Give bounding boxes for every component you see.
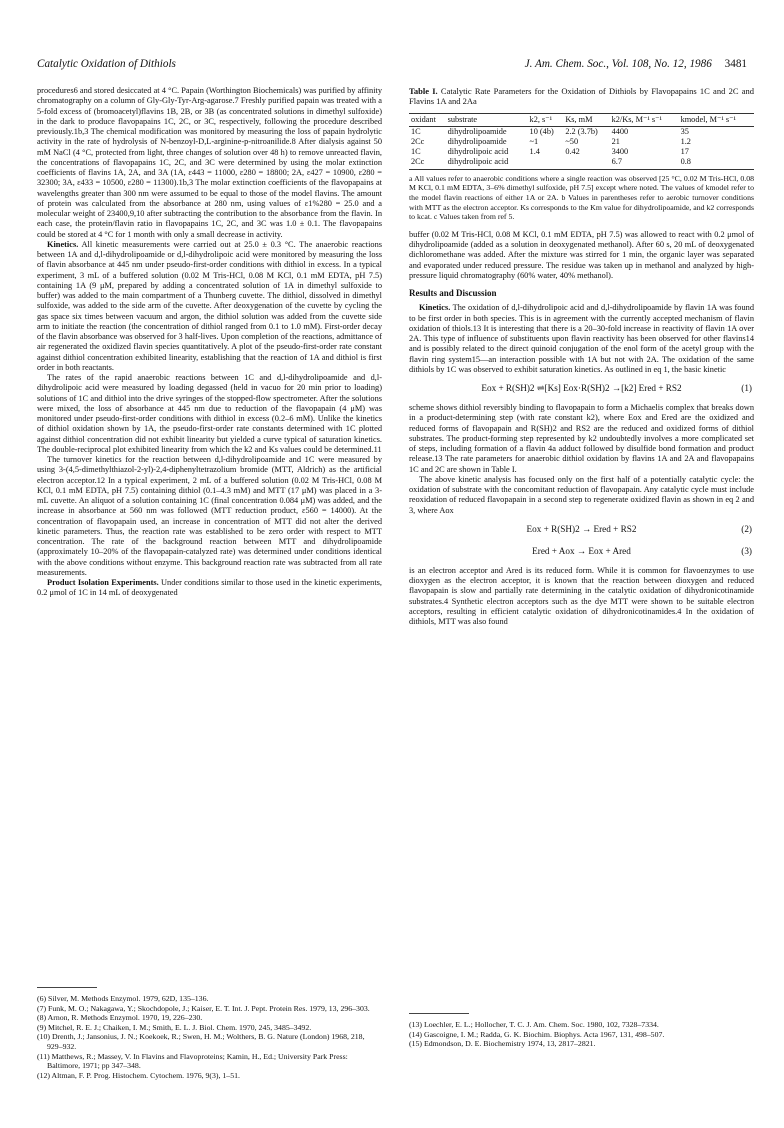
left-column [37, 86, 382, 599]
catalytic-cycle-paragraph: The above kinetic analysis has focused only on the first half of a potentially catalytic cycle: the oxidation of substrate with the concomitant reduction of flavopapain. Any catalytic cycle must include reoxidation of reduced flavopapain in a second step to regenerate oxidized flavin as shown in eq 2 and 3, where Aox [409, 474, 754, 515]
table-cell: 6.7 [610, 157, 679, 170]
footnote-rule [37, 987, 97, 988]
kinetics-text: All kinetic measurements were carried out at 25.0 ± 0.3 °C. The anaerobic reactions between 1A and d,l-dihydrolipoamide or d,l-dihydrolipoic acid were monitored by measuring the loss of flavin absorbance at 445 nm under pseudo-first-order conditions with dithiol in excess. In a typical experiment, 3 mL of a buffered solution (0.02 M Tris-HCl, 0.08 M KCl, 0.1 mM EDTA, pH 7.5) containing 1A (9 μM, prepared by adding a concentrated solution of 1A in dimethyl sulfoxide to buffer) was added to the main compartment of a Thunberg cuvette. The dithiol, dissolved in dimethyl sulfoxide, was added to the side arm of the cuvette. After deoxygenation of the cuvette by cycling the gas space six times between vacuum and argon, the dithiol solution was added from the cuvette side arm to initiate the reaction (the concentration of dithiol ranged from 0.1 to 1.0 mM). First-order decay of the flavin absorbance was observed for 3 half-lives. Upon completion of the reactions, admittance of air regenerated the oxidized flavin species quantitatively. A plot of the pseudo-first-order rate constant against dithiol concentration exhibited linearity, establishing that the reaction of 1A and dithiol is first order in both reactants. [37, 239, 382, 372]
table-header-cell: kmodel, M⁻¹ s⁻¹ [679, 113, 754, 126]
results-kinetics-text: The oxidation of d,l-dihydrolipoic acid and d,l-dihydrolipoamide by flavin 1A was found to be first order in both species. This is in agreement with the currently accepted mechanism of flavin oxidation of thiols.13 It is interesting that there is a 20–30-fold increase in reactivity of flavin 1A over 2A. This type of influence of substituents upon flavin reactivity has been observed for other flavins14 and is possibly related to the direct quinoid conjugation of the enol form of the acetyl group with the flavin ring system15—an interaction possible with 1A but not with 2A. The oxidation of the same dithiols by 1C was observed to exhibit saturation kinetics. As outlined in eq 1, the basic kinetic [409, 303, 754, 374]
table-header-cell: k2, s⁻¹ [528, 113, 564, 126]
journal-citation [525, 58, 747, 70]
table-row [409, 126, 754, 137]
page-number: 3481 [724, 58, 747, 70]
turnover-paragraph: The turnover kinetics for the reaction between d,l-dihydrolipoamide and 1C were measured by using 3-(4,5-dimethylthiazol-2-yl)-2,4-diphenyltetrazolium bromide (MTT, Aldrich) as the artificial electron acceptor.12 In a typical experiment, 2 mL of a buffered solution (0.02 M Tris-HCl, 0.08 M KCl, 0.1 mM EDTA, pH 7.5) containing dithiol (0.1–4.3 mM) and MTT (17 μM) was placed in a 3-mL cuvette. An aliquot of a solution containing 1C (final concentration 0.084 μM) was added, and the increase in absorbance at 560 nm was followed (MTT reduction product, ε560 = 14000). At the concentration of flavopapain used, an increase in concentration of MTT did not alter the derived kinetic parameters. Thus, the reaction rate was established to be zero order with respect to MTT concentration. The rate of the background reaction between MTT and dihydrolipoamide (approximately 10–20% of the flavopapain-catalyzed rate) was determined under conditions identical with the above conditions without enzyme. This background reaction rate was subtracted from all rate measurements. [37, 455, 382, 577]
table-header-cell: k2/Ks, M⁻¹ s⁻¹ [610, 113, 679, 126]
product-isolation-paragraph [37, 578, 382, 599]
equation-2 [409, 522, 754, 538]
stopped-flow-paragraph: The rates of the rapid anaerobic reactions between 1C and d,l-dihydrolipoamide and d,l-dihydrolipoic acid were measured by loading degassed (held in vacuo for 20 min prior to loading) solutions of 1C and dithiol into the drive syringes of the stopped-flow spectrometer. After the solutions were mixed, the loss of absorbance at 445 nm due to reduction of the flavopapain (4 μM) was monitored under pseudo-first-order conditions with dithiol in excess (0.2–6 mM). Unlike the kinetics of dithiol oxidation shown by 1A, the pseudo-first-order rate constants determined with 1C plotted against dithiol concentration did not exhibit linearity but yielded a curve typical of saturation kinetics. The double-reciprocal plot exhibited linearity from which the k2 and Ks values could be determined.11 [37, 373, 382, 454]
table-header-cell: oxidant [409, 113, 446, 126]
table-cell: 0.8 [679, 157, 754, 170]
product-isolation-continued: buffer (0.02 M Tris-HCl, 0.08 M KCl, 0.1 mM EDTA, pH 7.5) was allowed to react with 0.2 μmol of dihydrolipoamide (added as a solution in deoxygenated methanol). After 60 s, 20 mL of deoxygenated dichloromethane was added. After the mixture was stirred for 1 min, the organic layer was separated and evaporated under reduced pressure. The residue was taken up in methanol and analyzed by high-pressure liquid chromatography (60% water, 40% methanol). [409, 229, 754, 280]
product-isolation-heading: Product Isolation Experiments. [47, 578, 159, 587]
reference-item: (11) Matthews, R.; Massey, V. In Flavins and Flavoproteins; Kamin, H., Ed.; University Park Press: Baltimore, 1971; pp 347–348. [37, 1051, 348, 1071]
reference-item: (10) Drenth, J.; Jansonius, J. N.; Koekoek, R.; Swen, H. M.; Wolthers, B. G. Nature (London) 1968, 218, 929–932. [37, 1032, 365, 1051]
equation-3-body: Ered + Aox → Eox + Ared [532, 545, 631, 556]
electron-acceptor-paragraph: is an electron acceptor and Ared is its reduced form. While it is common for flavoenzymes to use dioxygen as the electron acceptor, it is known that the reaction between dioxygen and reduced flavopapain is slow and partially rate determining in the catalytic oxidation of dihydronicotinamide substrates.4 Synthetic electron acceptors such as the dye MTT were shown to be suitable electron acceptors, resulting in efficient catalytic oxidation of dihydronicotinamides.4 In the oxidation of dithiols, MTT was also found [409, 565, 754, 627]
table-title: Catalytic Rate Parameters for the Oxidation of Dithiols by Flavopapains 1C and 2C and Flavins 1A and 2Aa [409, 86, 754, 107]
table-label: Table I. [409, 86, 438, 96]
table-cell: 35 [680, 126, 689, 136]
references-right [409, 1013, 754, 1049]
references-left [37, 987, 382, 1080]
kinetics-paragraph [37, 240, 382, 373]
table-cell: ~50 [565, 136, 579, 146]
table-cell: 1.4 [529, 146, 540, 156]
table-cell: 2Cc [409, 157, 446, 170]
table-cell: 1C [411, 146, 421, 156]
running-header [37, 58, 747, 76]
table-row [409, 157, 754, 170]
table-cell: 21 [611, 136, 620, 146]
reference-item: (9) Mitchel, R. E. J.; Chaiken, I. M.; Smith, E. L. J. Biol. Chem. 1970, 245, 3485–3492. [37, 1022, 312, 1032]
table-row [409, 137, 754, 147]
section-heading: Results and Discussion [409, 288, 497, 299]
table-cell: ~1 [529, 136, 539, 146]
table-caption [409, 86, 754, 107]
right-column [409, 86, 754, 627]
results-kinetics-paragraph [409, 303, 754, 375]
table-cell [563, 157, 609, 170]
table-row [409, 147, 754, 157]
journal-name: J. Am. Chem. Soc., Vol. 108, No. 12, 1986 [524, 58, 712, 70]
equation-3-number: (3) [741, 545, 752, 556]
equation-1-number: (1) [741, 383, 752, 394]
methods-paragraph-flavopapain: procedures6 and stored desiccated at 4 °C. Papain (Worthington Biochemicals) was purified by affinity chromatography on a column of Gly-Gly-Tyr-Arg-agarose.7 Freshly purified papain was treated with a 5-fold excess of (bromoacetyl)flavins 1B, 2B, or 3B (as concentrated solutions in dimethyl sulfoxide) in the dark to produce flavopapains 1C, 2C, or 3C, respectively, following the procedure described previously.1b,3 The chemical modification was monitored by measuring the loss of papain hydrolytic activity in the rate of hydrolysis of N-benzoyl-D,L-arginine-p-nitroanilide.8 After dialysis against 50 mM NaCl (4 °C, protected from light, three changes of solution over 48 h) to remove unreacted flavin, the concentrations of flavopapains 1C, 2C, and 3C were determined by using the molar extinction coefficients of flavins 1A, 2A, and 3A (1A, ε443 = 11000, ε280 = 18800; 2A, ε427 = 10900, ε280 = 32300; 3A, ε433 = 10500, ε280 = 11300).1b,3 The molar extinction coefficients of the flavopapains at wavelengths greater than 300 nm were assumed to be equal to those of the model flavins. The amount of protein was calculated from the absorbance at 280 nm, using values of ε1%280 = 25.0 and a molecular weight of 23400,9,10 after subtracting the contribution to the absorbance from the flavin. In each case, the protein/flavin ratio in flavopapains 1C, 2C, and 3C was 1.0 ± 0.1. The flavopapains could be stored at 4 °C for 1 month with only a small decrease in activity. [37, 86, 382, 239]
table-cell: dihydrolipoic acid [447, 146, 509, 156]
equation-1 [409, 381, 754, 397]
kinetics-heading: Kinetics. [47, 239, 79, 249]
scheme-paragraph: scheme shows dithiol reversibly binding to flavopapain to form a Michaelis complex that breaks down in a product-determining step (with rate constant k2), where Eox and Ered are the oxidized and reduced forms of flavopapain and R(SH)2 and RS2 are the reduced and oxidized forms of dithiol substrates. The product-forming step represented by k2 undoubtedly involves a more complicated set of steps, including formation of a flavin 4a adduct followed by disulfide bond formation and product release.13 The rate parameters for anaerobic dithiol oxidation by flavins 1A and 2A and flavopapains 1C and 2C are shown in Table I. [409, 403, 754, 474]
reference-item: (6) Silver, M. Methods Enzymol. 1979, 62D, 135–136. [37, 994, 209, 1003]
kinetics-table [409, 113, 754, 170]
table-footnote: a All values refer to anaerobic conditions where a single reaction was observed [25 °C, 0.02 M Tris-HCl, 0.08 M KCl, 0.1 mM EDTA, 3–6% dimethyl sulfoxide, pH 7.5] except where noted. The values of kmodel refer to the model flavin reactions of either 1A or 2A. b Values in parentheses refer to aerobic turnover conditions with MTT as the electron acceptor. Ks corresponds to the Km value for dihydrolipoamide, and k2 corresponds to kcat. c Values taken from ref 5. [409, 173, 754, 222]
table-cell: 3400 [611, 146, 629, 156]
table-header-row [409, 113, 754, 126]
table-cell: 0.42 [565, 146, 580, 156]
reference-item: (8) Arnon, R. Methods Enzymol. 1970, 19, 226–230. [37, 1013, 203, 1023]
table-cell: 4400 [611, 126, 629, 136]
reference-item: (12) Altman, F. P. Prog. Histochem. Cytochem. 1976, 9(3), 1–51. [37, 1070, 240, 1080]
product-isolation-text: Under conditions similar to those used in the kinetic experiments, 0.2 μmol of 1C in 14 mL of deoxygenated [37, 578, 382, 598]
table-header-cell: substrate [446, 113, 528, 126]
table-header-cell: Ks, mM [563, 113, 609, 126]
table-cell: dihydrolipoamide [447, 136, 507, 146]
reference-item: (15) Edmondson, D. E. Biochemistry 1974, 13, 2817–2821. [409, 1039, 596, 1049]
table-cell: 2.2 (3.7b) [565, 126, 598, 136]
equation-3 [409, 544, 754, 560]
table-cell: dihydrolipoic acid [446, 157, 528, 170]
equation-1-body: Eox + R(SH)2 ⇌[Ks] Eox·R(SH)2 →[k2] Ered + RS2 [481, 383, 682, 394]
reference-item: (13) Loechler, E. L.; Hollocher, T. C. J. Am. Chem. Soc. 1980, 102, 7328–7334. [409, 1020, 659, 1029]
table-cell: 2Cc [411, 136, 425, 146]
table-cell: 10 (4b) [529, 126, 554, 136]
results-kinetics-heading: Kinetics. [419, 303, 451, 313]
reference-item: (14) Gascoigne, I. M.; Radda, G. K. Biochim. Biophys. Acta 1967, 131, 498–507. [409, 1029, 665, 1039]
table-cell: 17 [680, 146, 689, 156]
footnote-rule [409, 1013, 469, 1014]
equation-2-body: Eox + R(SH)2 → Ered + RS2 [526, 523, 637, 534]
equation-2-number: (2) [741, 523, 752, 534]
table-cell: 1C [411, 126, 421, 136]
running-title: Catalytic Oxidation of Dithiols [37, 58, 176, 70]
reference-item: (7) Funk, M. O.; Nakagawa, Y.; Skochdopole, J.; Kaiser, E. T. Int. J. Pept. Protein Res. 1979, 13, 296–303. [37, 1003, 370, 1013]
table-cell [528, 157, 564, 170]
table-cell: 1.2 [680, 136, 691, 146]
table-cell: dihydrolipoamide [447, 126, 507, 136]
